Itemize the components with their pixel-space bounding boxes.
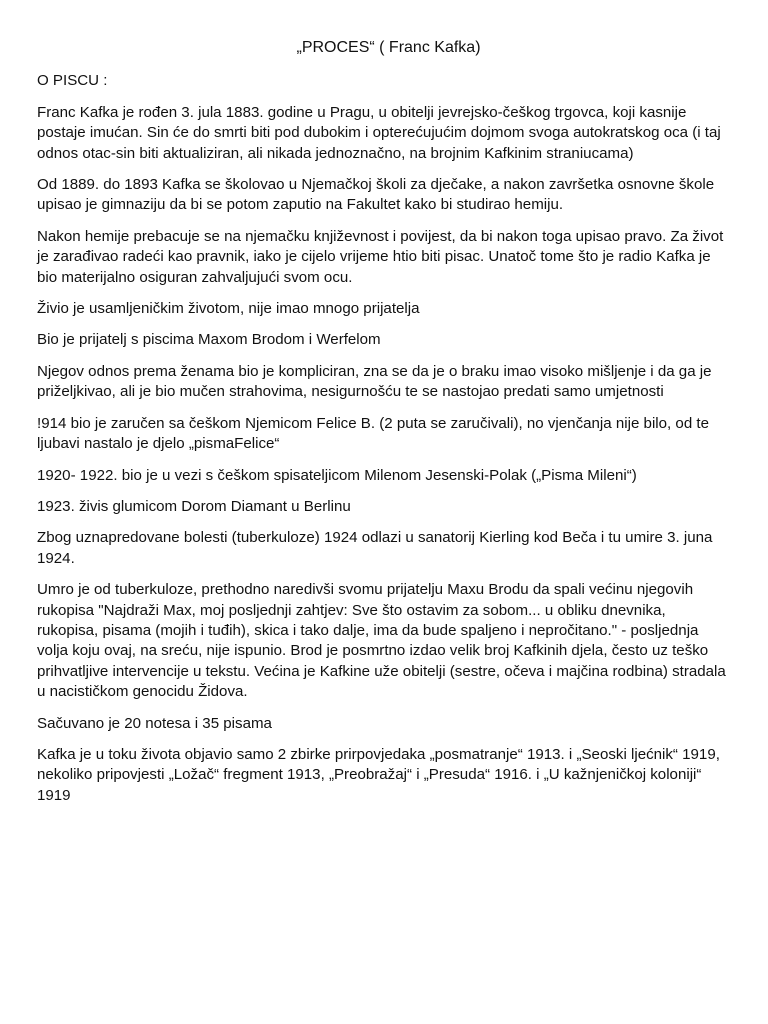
paragraph: Njegov odnos prema ženama bio je kompliciran, zna se da je o braku imao visoko mišljenje i da ga je priželjkivao, ali je bio mučen strahovima, nesigurnošću te se nastojao predati samo umjetnosti bbox=[37, 362, 712, 401]
paragraph: Umro je od tuberkuloze, prethodno naredivši svomu prijatelju Maxu Brodu da spali većinu njegovih rukopisa "Najdraži Max, moj posljednji zahtjev: Sve što ostavim za sobom... u obliku dnevnika, rukopisa, pisama (mojih i tuđih), skica i tako dalje, ima da bude spaljeno i nepročitano." - posljednja volja koju ovaj, na sreću, nije ispunio. Brod je posmrtno izdao velik broj Kafkinih djela, često uz teško prihvatljive intervencije u tekstu. Većina je Kafkine uže obitelji (sestre, očeva i majčina rodbina) stradala u nacističkom genocidu Židova. bbox=[37, 581, 726, 701]
paragraph: Bio je prijatelj s piscima Maxom Brodom i Werfelom bbox=[37, 331, 381, 349]
paragraph: !914 bio je zaručen sa češkom Njemicom Felice B. (2 puta se zaručivali), no vjenčanja nije bilo, od te ljubavi nastalo je djelo „pismaFelice“ bbox=[37, 414, 709, 453]
paragraph: Živio je usamljeničkim životom, nije imao mnogo prijatelja bbox=[37, 300, 420, 318]
document-title: „PROCES“ ( Franc Kafka) bbox=[296, 39, 481, 56]
paragraph: Kafka je u toku života objavio samo 2 zbirke prirpovjedaka „posmatranje“ 1913. i „Seoski ljećnik“ 1919, nekoliko pripovjesti „Ložač“ fregment 1913, „Preobražaj“ i „Presuda“ 1916. i „U kažnjeničkoj koloniji“ 1919 bbox=[37, 745, 720, 804]
paragraph: Zbog uznapredovane bolesti (tuberkuloze) 1924 odlazi u sanatorij Kierling kod Beča i tu umire 3. juna 1924. bbox=[37, 529, 713, 567]
section-heading: O PISCU : bbox=[37, 72, 108, 90]
paragraph: 1920- 1922. bio je u vezi s češkom spisateljicom Milenom Jesenski-Polak („Pisma Mileni“) bbox=[37, 466, 637, 484]
paragraph: Nakon hemije prebacuje se na njemačku književnost i povijest, da bi nakon toga upisao pravo. Za život je zarađivao radeći kao pravnik, iako je cijelo vrijeme htio biti pisac. Unatoč tome što je radio Kafka je bio materijalno osiguran zahvaljujući svom ocu. bbox=[37, 227, 724, 286]
paragraph: Sačuvano je 20 notesa i 35 pisama bbox=[37, 714, 272, 732]
paragraph: 1923. živis glumicom Dorom Diamant u Berlinu bbox=[37, 497, 351, 515]
paragraph: Od 1889. do 1893 Kafka se školovao u Njemačkoj školi za dječake, a nakon završetka osnovne škole upisao je gimnaziju da bi se potom zaputio na Fakultet kako bi studirao hemiju. bbox=[37, 176, 715, 214]
paragraph: Franc Kafka je rođen 3. jula 1883. godine u Pragu, u obitelji jevrejsko-češkog trgovca, koji kasnije postaje imućan. Sin će do smrti biti pod dubokim i opterećujućim dojmom svoga autokratskog oca (i taj odnos otac-sin biti aktualiziran, ali nikada jednoznačno, na brojnim Kafkinim straniucama) bbox=[37, 103, 721, 162]
